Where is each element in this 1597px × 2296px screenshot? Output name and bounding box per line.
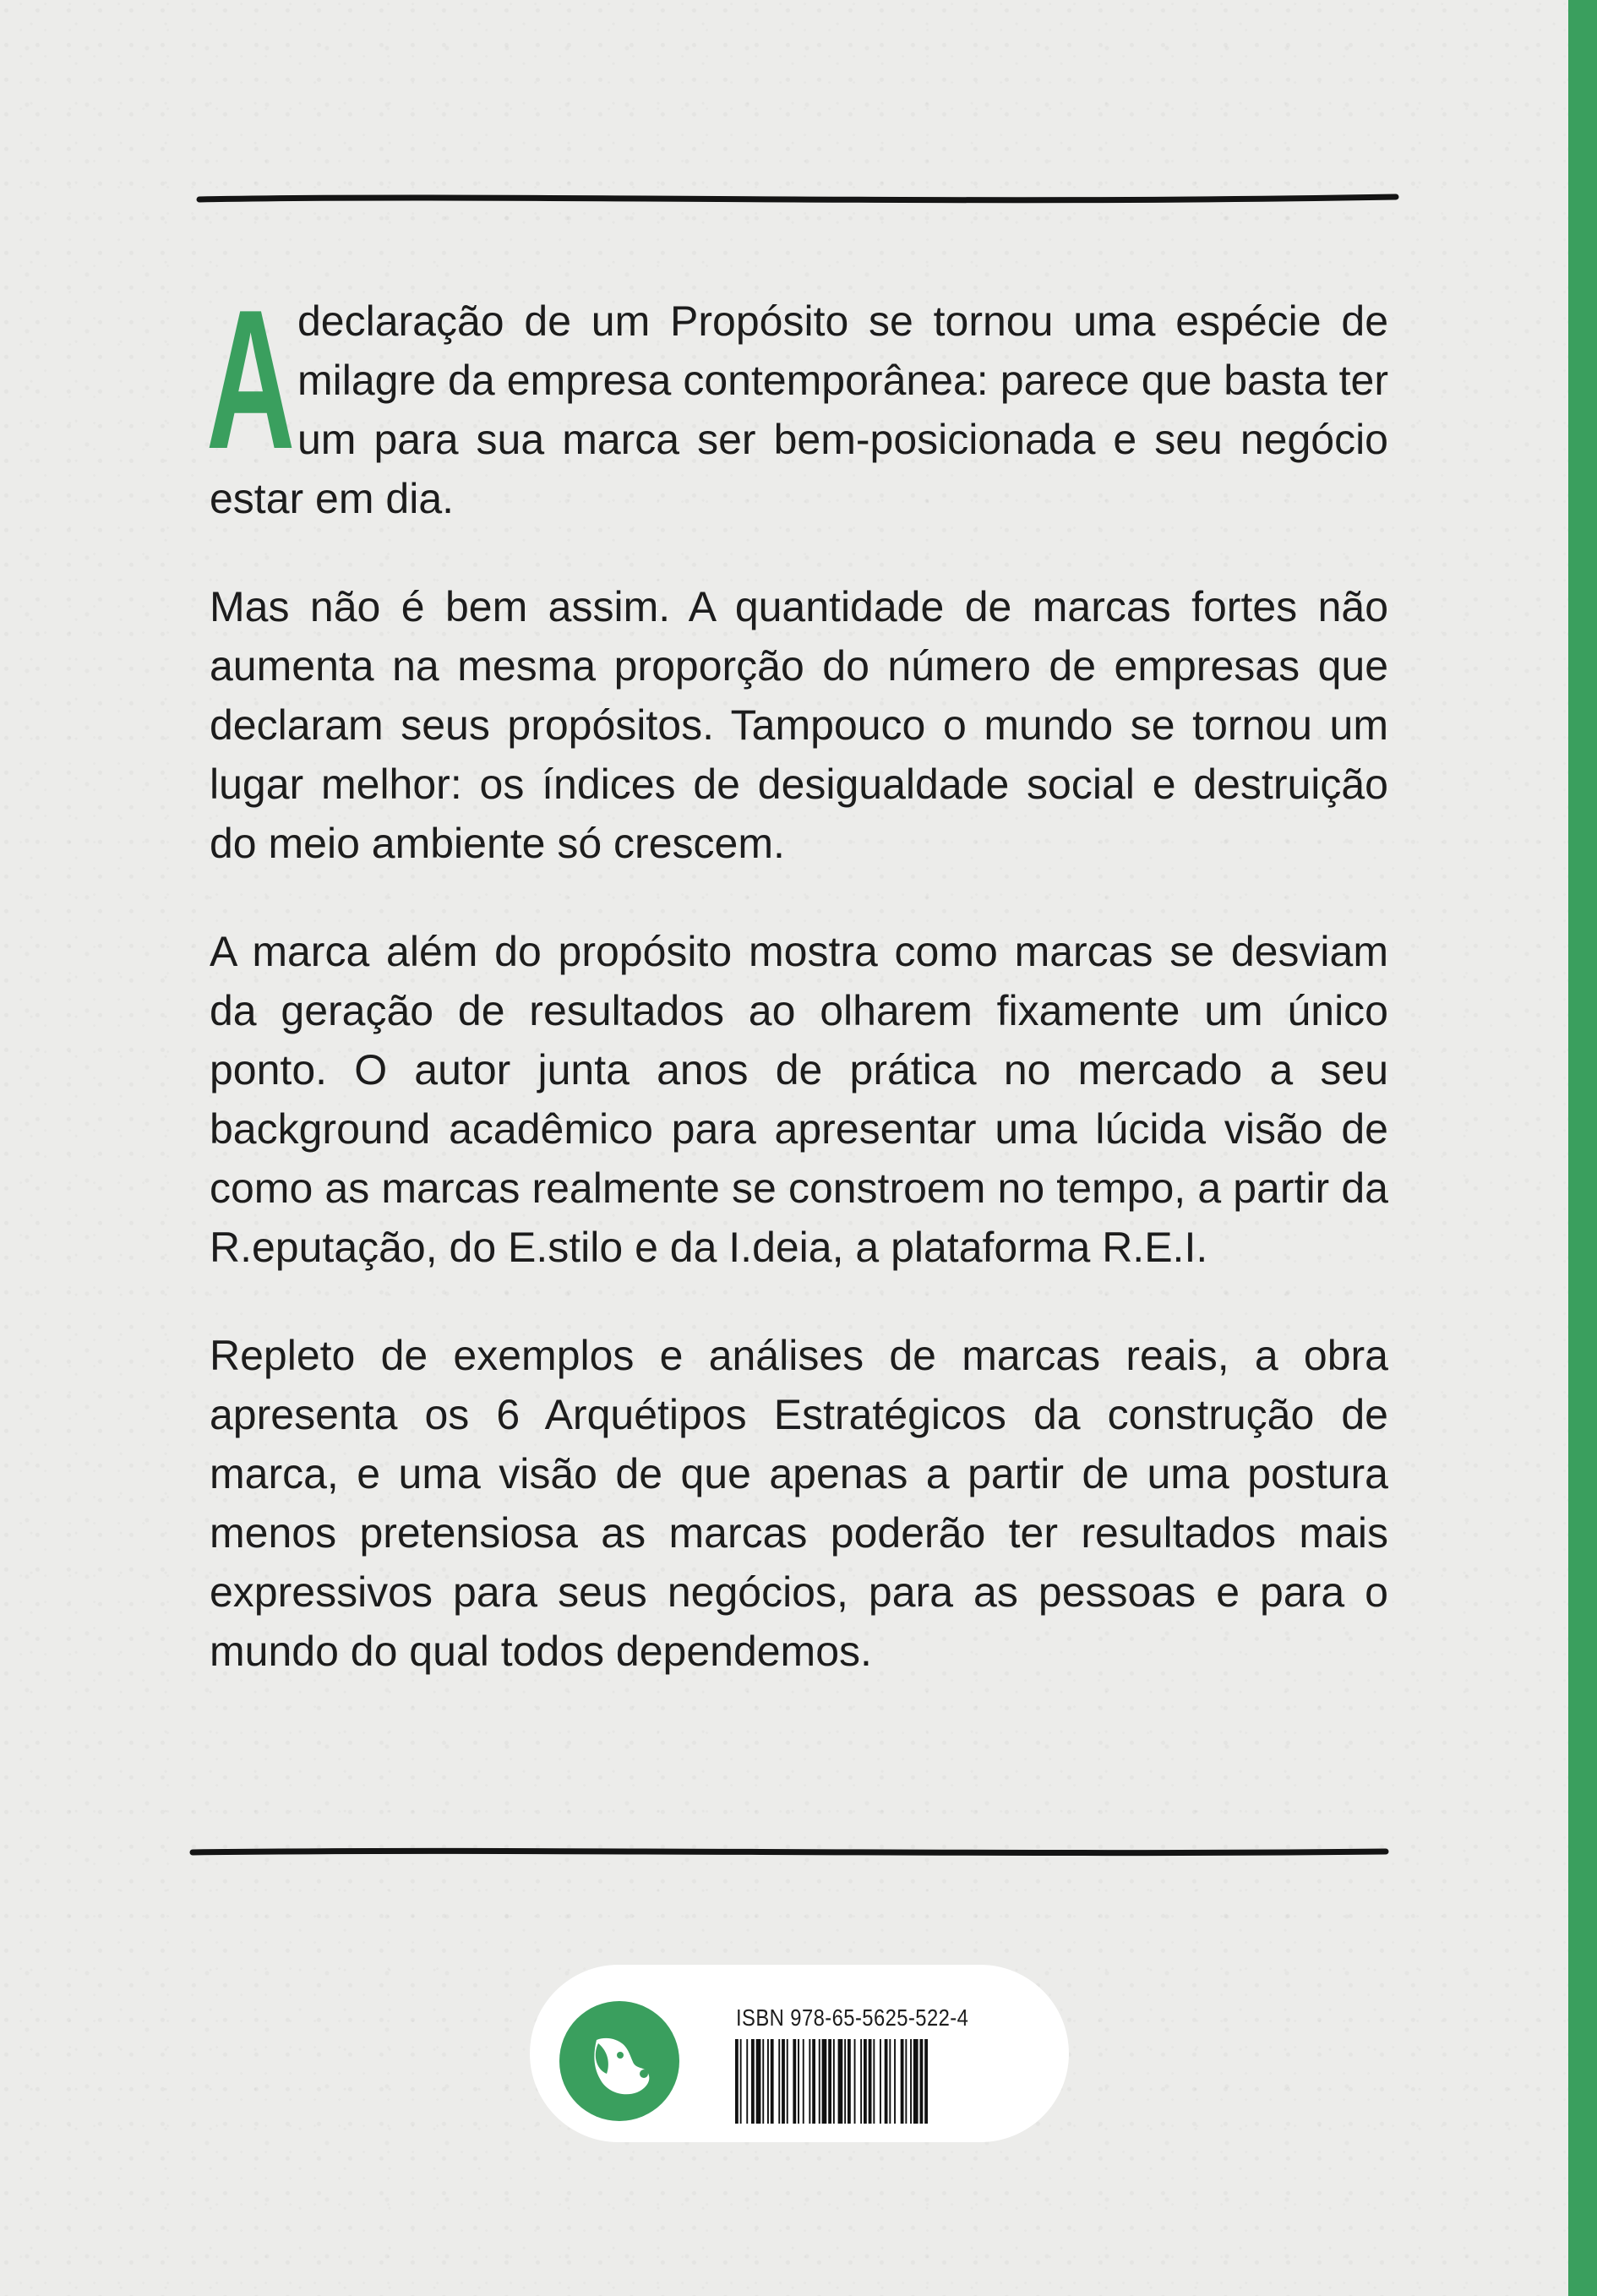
paragraph-3: A marca além do propósito mostra como marcas se desviam da geração de resultados ao olharem fixamente um único ponto. O autor junta anos de prática no mercado a seu background acadêmico para apresentar uma lúcida visão de como as marcas realmente se constroem no tempo, a partir da R.eputação, do E.stilo e da I.deia, a plataforma R.E.I. bbox=[210, 928, 1388, 1271]
back-cover-text bbox=[206, 268, 1388, 1730]
drop-cap: A bbox=[206, 268, 296, 490]
barcode bbox=[733, 2039, 987, 2124]
paragraph-4: Repleto de exemplos e análises de marcas reais, a obra apresenta os 6 Arquétipos Estratégicos da construção de marca, e uma visão de que apenas a partir de uma postura menos pretensiosa as marcas poderão ter resultados mais expressivos para seus negócios, para as pessoas e para o mundo do qual todos dependemos. bbox=[210, 1332, 1388, 1675]
green-spine-strip bbox=[1568, 0, 1597, 2296]
bottom-divider-line bbox=[0, 1834, 1597, 1868]
paragraph-2: Mas não é bem assim. A quantidade de marcas fortes não aumenta na mesma proporção do número de empresas que declaram seus propósitos. Tampouco o mundo se tornou um lugar melhor: os índices de desigualdade social e destruição do meio ambiente só crescem. bbox=[210, 583, 1388, 867]
paragraph-1-text: declaração de um Propósito se tornou uma espécie de milagre da empresa contemporânea: parece que basta ter um para sua marca ser bem-posicionada e seu negócio estar em dia. bbox=[210, 297, 1388, 522]
isbn-label: ISBN 978-65-5625-522-4 bbox=[736, 2004, 969, 2031]
dog-head-icon bbox=[559, 2001, 679, 2121]
top-divider-line bbox=[0, 182, 1597, 215]
paragraph-1 bbox=[206, 268, 1388, 528]
